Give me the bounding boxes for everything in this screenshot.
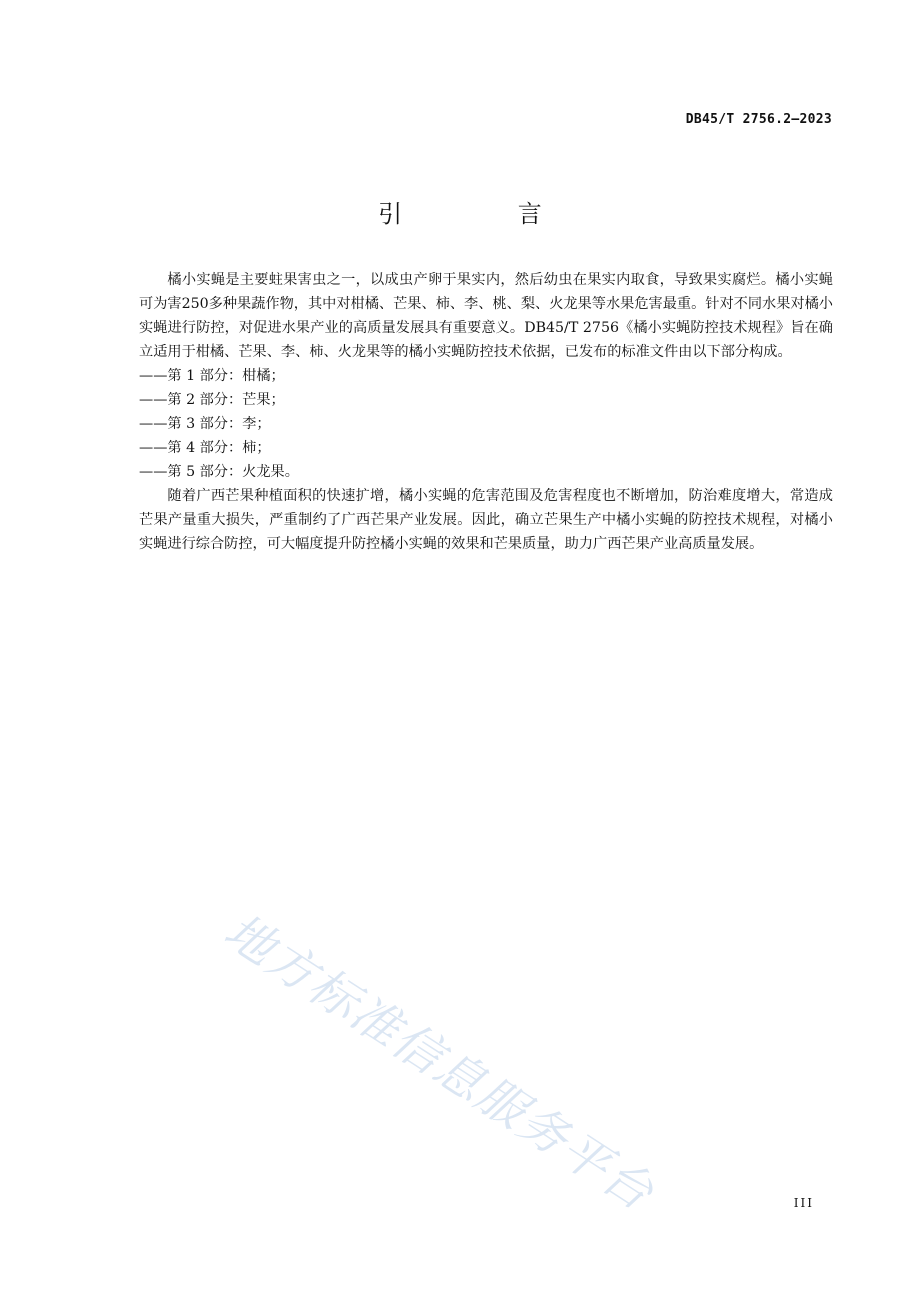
list-item: ——第 2 部分：芒果； [139,392,285,408]
watermark: 地方标准信息服务平台 [214,902,665,1223]
list-item: ——第 3 部分：李； [139,416,271,432]
list-item: ——第 5 部分：火龙果。 [139,464,299,480]
list-item: ——第 4 部分：柿； [139,440,271,456]
document-body [139,268,833,556]
list-item: ——第 1 部分：柑橘； [139,368,285,384]
intro-paragraph: 橘小实蝇是主要蛀果害虫之一，以成虫产卵于果实内，然后幼虫在果实内取食，导致果实腐烂。橘小实蝇可为害250多种果蔬作物，其中对柑橘、芒果、柿、李、桃、梨、火龙果等水果危害最重。针对不同水果对橘小实蝇进行防控，对促进水果产业的高质量发展具有重要意义。DB45/T 2756《橘小实蝇防控技术规程》旨在确立适用于柑橘、芒果、李、柿、火龙果等的橘小实蝇防控技术依据，已发布的标准文件由以下部分构成。 [139,272,833,360]
page-number: III [793,1196,814,1210]
document-code: DB45/T 2756.2—2023 [685,112,832,127]
background-paragraph: 随着广西芒果种植面积的快速扩增，橘小实蝇的危害范围及危害程度也不断增加，防治难度增大，常造成芒果产量重大损失，严重制约了广西芒果产业发展。因此，确立芒果生产中橘小实蝇的防控技术规程，对橘小实蝇进行综合防控，可大幅度提升防控橘小实蝇的效果和芒果质量，助力广西芒果产业高质量发展。 [139,488,833,552]
page-title: 引 言 [378,200,596,228]
